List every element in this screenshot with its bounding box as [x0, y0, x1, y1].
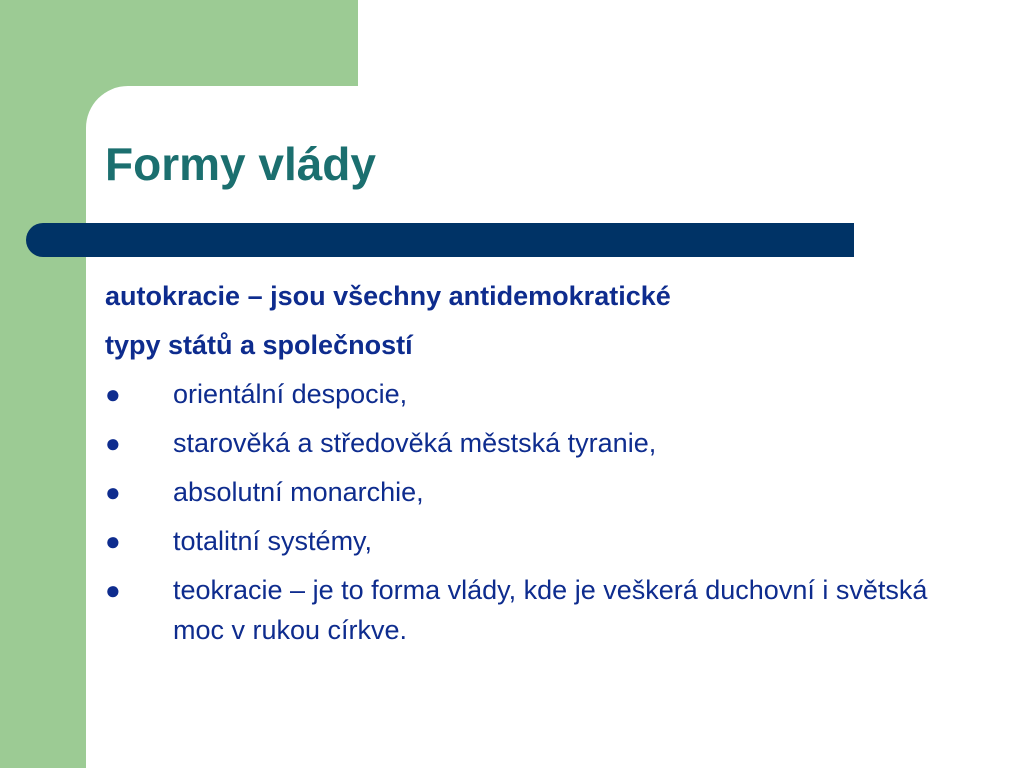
- bullet-icon: ●: [105, 526, 121, 556]
- list-item: [105, 468, 965, 517]
- bullet-text: starověká a středověká městská tyranie,: [173, 428, 657, 458]
- bullet-text: absolutní monarchie,: [173, 477, 424, 507]
- list-item: [105, 566, 965, 650]
- slide-content: [105, 272, 965, 650]
- bullet-text: orientální despocie,: [173, 379, 408, 409]
- lead-line-2: typy států a společností: [105, 330, 413, 360]
- bullet-icon: ●: [105, 477, 121, 507]
- bullet-icon: ●: [105, 575, 121, 605]
- bullet-text: teokracie – je to forma vlády, kde je veškerá duchovní i světská moc v rukou církve.: [173, 575, 928, 645]
- list-item: [105, 370, 965, 419]
- list-item: [105, 517, 965, 566]
- lead-line-1: autokracie – jsou všechny antidemokratické: [105, 281, 671, 311]
- bullet-icon: ●: [105, 379, 121, 409]
- bullet-list: [105, 370, 965, 650]
- bullet-text: totalitní systémy,: [173, 526, 373, 556]
- slide-title: Formy vlády: [105, 138, 376, 190]
- bullet-icon: ●: [105, 428, 121, 458]
- title-underline-bar: [26, 223, 854, 257]
- list-item: [105, 419, 965, 468]
